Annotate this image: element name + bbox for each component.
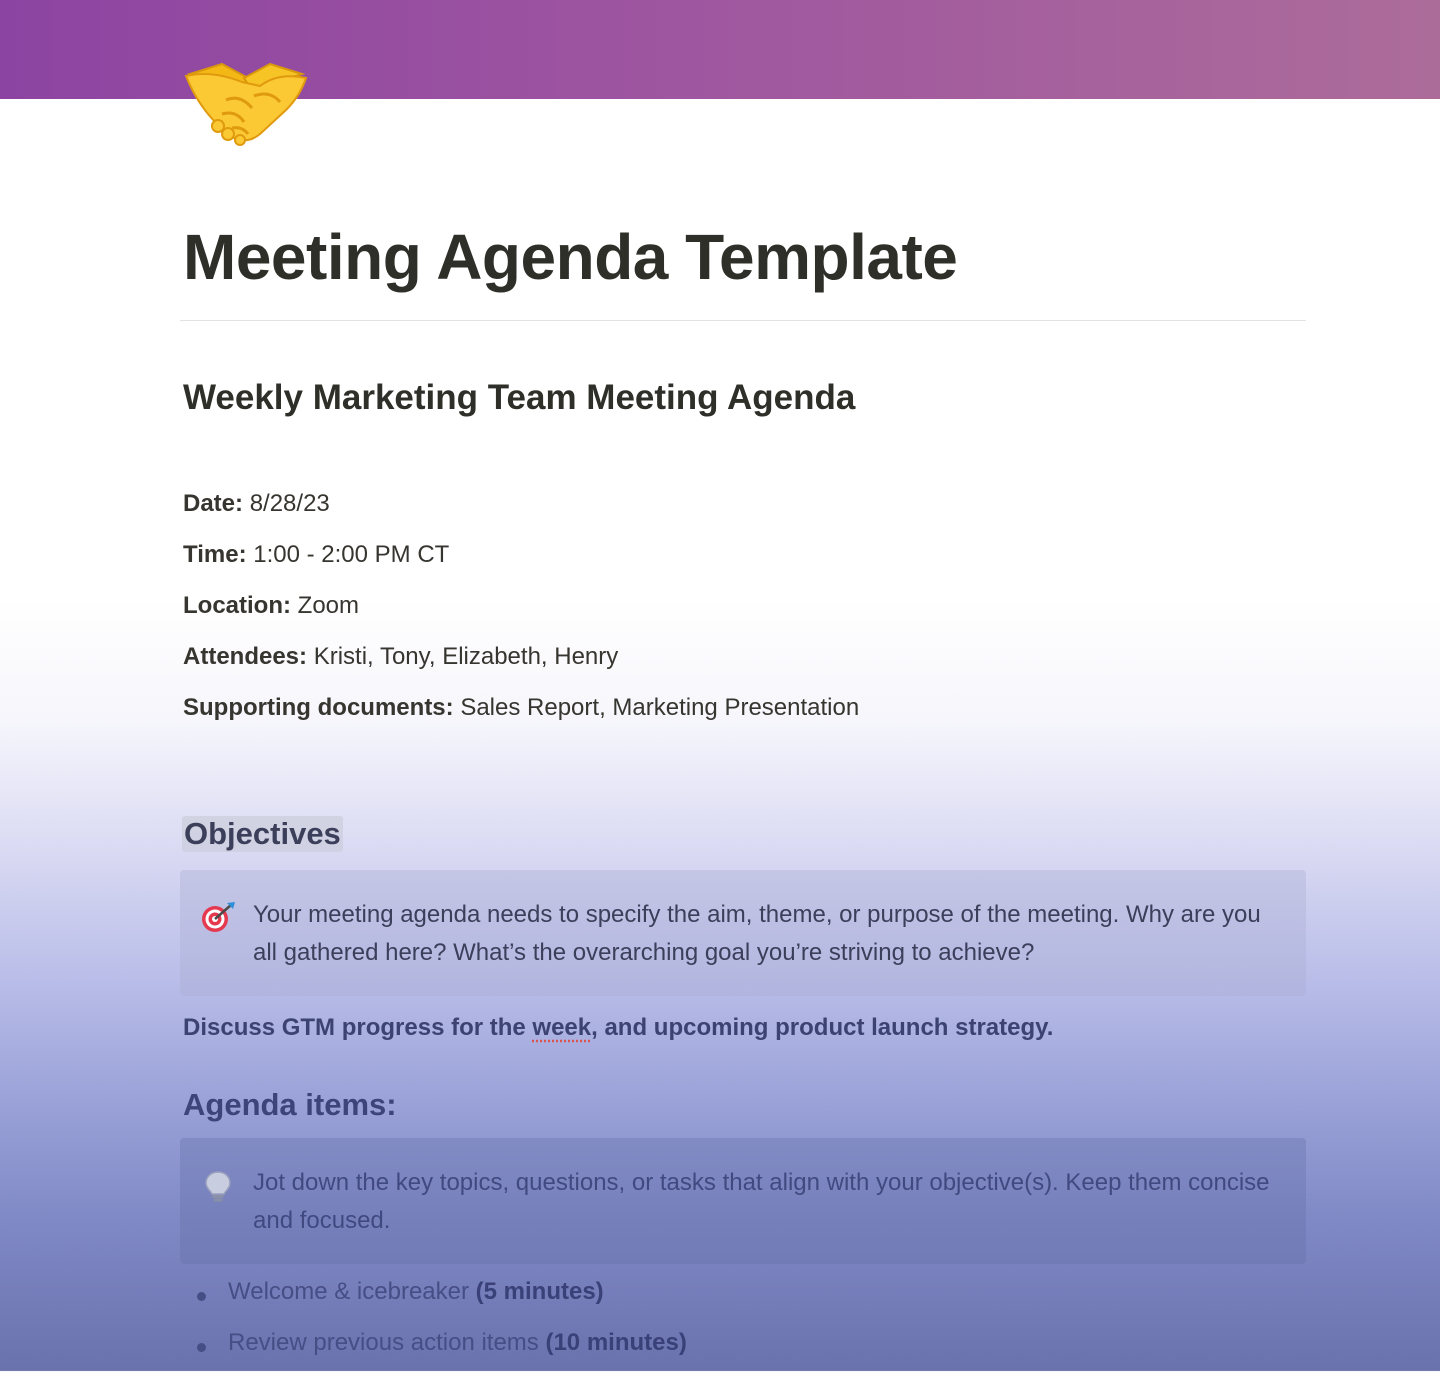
- list-item[interactable]: [190, 1329, 687, 1380]
- agenda-heading[interactable]: Agenda items:: [183, 1087, 397, 1122]
- meeting-heading[interactable]: Weekly Marketing Team Meeting Agenda: [183, 378, 856, 417]
- meta-attendees[interactable]: [183, 643, 618, 671]
- page-title[interactable]: Meeting Agenda Template: [183, 221, 958, 293]
- meta-attendees-label: Attendees:: [183, 643, 308, 670]
- meta-attendees-value: Kristi, Tony, Elizabeth, Henry: [313, 643, 619, 670]
- meta-time-value: 1:00 - 2:00 PM CT: [253, 541, 450, 568]
- bullet-icon: [197, 1292, 206, 1301]
- meta-documents-label: Supporting documents:: [183, 694, 454, 721]
- agenda-callout-text[interactable]: Jot down the key topics, questions, or tasks that align with your objective(s). Keep them concise and focused.: [253, 1169, 1270, 1234]
- meta-documents-value: Sales Report, Marketing Presentation: [460, 694, 860, 721]
- list-item[interactable]: [190, 1278, 687, 1329]
- spellcheck-word[interactable]: week: [532, 1014, 592, 1041]
- agenda-list: [190, 1278, 687, 1380]
- lightbulb-icon[interactable]: [200, 1168, 236, 1204]
- objective-statement[interactable]: [183, 1014, 1053, 1042]
- agenda-item-duration: (5 minutes): [475, 1278, 604, 1305]
- agenda-item-text: Welcome & icebreaker: [228, 1278, 476, 1305]
- objectives-callout[interactable]: [180, 870, 1306, 996]
- objective-text-end: , and upcoming product launch strategy.: [591, 1014, 1054, 1041]
- meta-location-value: Zoom: [297, 592, 360, 619]
- handshake-icon[interactable]: [182, 56, 310, 146]
- objective-text-start: Discuss GTM progress for the: [183, 1014, 533, 1041]
- target-icon[interactable]: [200, 900, 236, 936]
- meta-documents[interactable]: [183, 694, 859, 722]
- meta-time[interactable]: [183, 541, 449, 569]
- meta-location-label: Location:: [183, 592, 291, 619]
- agenda-item-text: Review previous action items: [228, 1329, 546, 1356]
- agenda-callout[interactable]: [180, 1138, 1306, 1264]
- meta-date[interactable]: [183, 490, 330, 518]
- divider: [180, 320, 1306, 321]
- meta-date-value: 8/28/23: [249, 490, 330, 517]
- objectives-heading[interactable]: Objectives: [184, 816, 341, 851]
- meta-location[interactable]: [183, 592, 359, 620]
- agenda-item-duration: (10 minutes): [545, 1329, 687, 1356]
- bullet-icon: [197, 1343, 206, 1352]
- objectives-callout-text[interactable]: Your meeting agenda needs to specify the aim, theme, or purpose of the meeting. Why are you all gathered here? What’s the overarching goal you’re striving to achieve?: [253, 901, 1261, 966]
- meta-time-label: Time:: [183, 541, 247, 568]
- meta-date-label: Date:: [183, 490, 244, 517]
